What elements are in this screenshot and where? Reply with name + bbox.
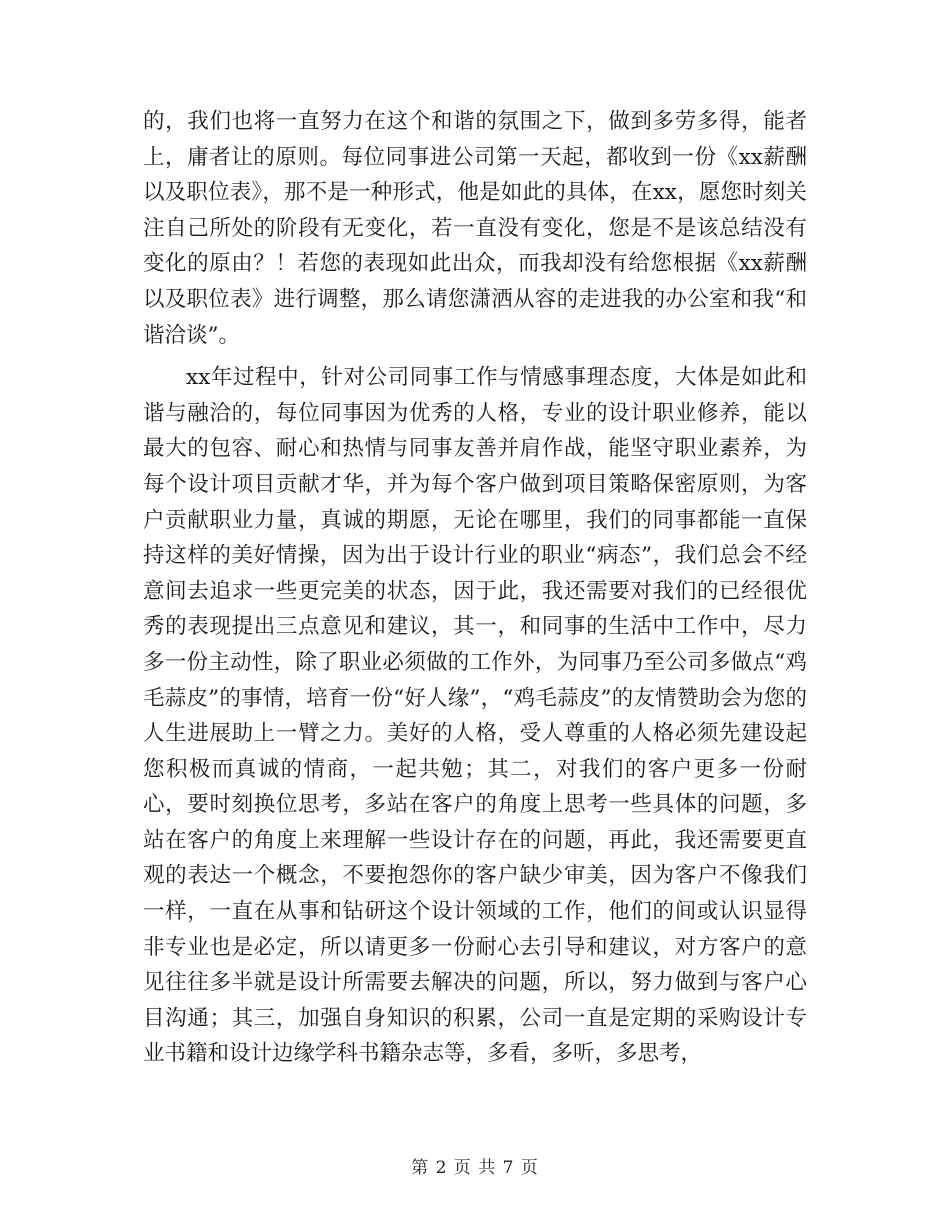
paragraph-1: 的，我们也将一直努力在这个和谐的氛围之下，做到多劳多得，能者上，庸者让的原则。每位同事进公司第一天起，都收到一份《xx薪酬以及职位表》，那不是一种形式，他是如此的具体，在xx，愿您时刻关注自己所处的阶段有无变化，若一直没有变化，您是不是该总结没有变化的原由？！若您的表现如此出众，而我却没有给您根据《xx薪酬以及职位表》进行调整，那么请您潇洒从容的走进我的办公室和我“和谐洽谈”。 <box>143 109 807 348</box>
document-body <box>143 104 807 1079</box>
paragraph-2: xx年过程中，针对公司同事工作与情感事理态度，大体是如此和谐与融洽的，每位同事因为优秀的人格，专业的设计职业修养，能以最大的包容、耐心和热情与同事友善并肩作战，能坚守职业素养，为每个设计项目贡献才华，并为每个客户做到项目策略保密原则，为客户贡献职业力量，真诚的期愿，无论在哪里，我们的同事都能一直保持这样的美好情操，因为出于设计行业的职业“病态”，我们总会不经意间去追求一些更完美的状态，因于此，我还需要对我们的已经很优秀的表现提出三点意见和建议，其一，和同事的生活中工作中，尽力多一份主动性，除了职业必须做的工作外，为同事乃至公司多做点“鸡毛蒜皮”的事情，培育一份“好人缘”，“鸡毛蒜皮”的友情赞助会为您的人生进展助上一臂之力。美好的人格，受人尊重的人格必须先建设起您积极而真诚的情商，一起共勉；其二，对我们的客户更多一份耐心，要时刻换位思考，多站在客户的角度上思考一些具体的问题，多站在客户的角度上来理解一些设计存在的问题，再此，我还需要更直观的表达一个概念，不要抱怨你的客户缺少审美，因为客户不像我们一样，一直在从事和钻研这个设计领域的工作，他们的间或认识显得非专业也是必定，所以请更多一份耐心去引导和建议，对方客户的意见往往多半就是设计所需要去解决的问题，所以，努力做到与客户心目沟通；其三，加强自身知识的积累，公司一直是定期的采购设计专业书籍和设计边缘学科书籍杂志等，多看，多听，多思考， <box>143 365 807 1067</box>
page-number-footer: 第 2 页 共 7 页 <box>411 1158 539 1178</box>
